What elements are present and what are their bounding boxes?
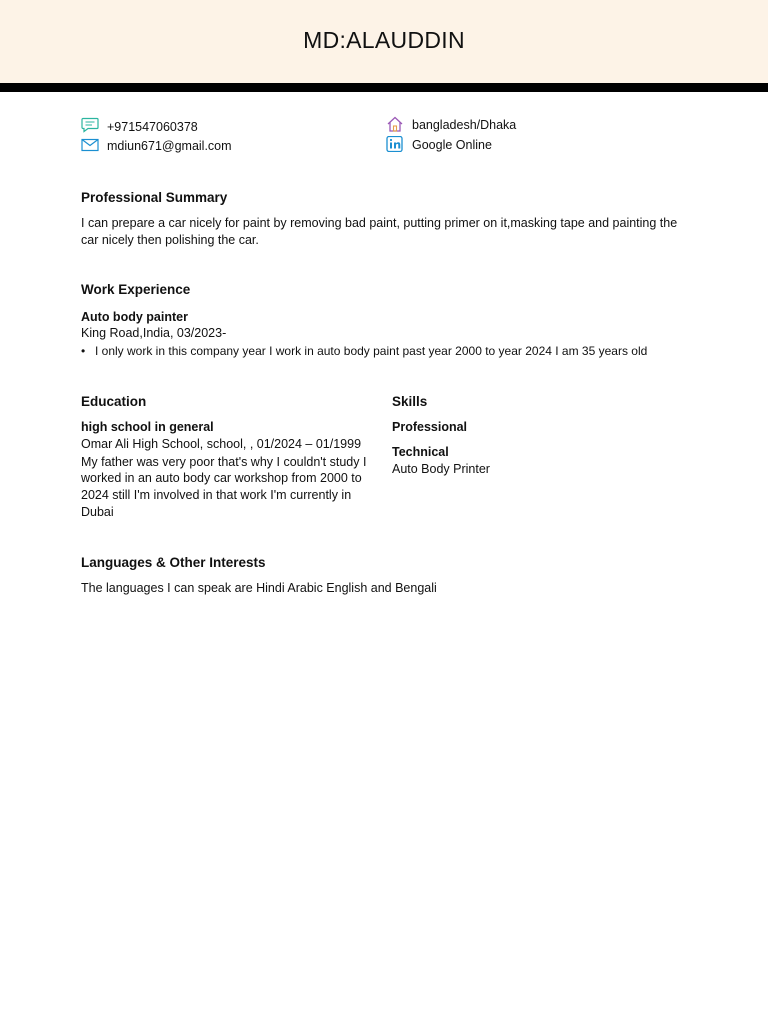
- education-desc-3: 2024 still I'm involved in that work I'm currently in: [81, 488, 352, 502]
- contact-email[interactable]: [81, 138, 232, 154]
- email-text[interactable]: mdiun671@gmail.com: [107, 139, 232, 153]
- contact-location: [386, 115, 516, 132]
- header-divider: [0, 83, 768, 92]
- work-role: Auto body painter: [81, 310, 188, 324]
- education-desc-4: Dubai: [81, 505, 114, 519]
- education-school: Omar Ali High School, school, , 01/2024 – 01/1999: [81, 437, 362, 451]
- linkedin-text[interactable]: Google Online: [412, 138, 492, 152]
- education-desc-1: My father was very poor that's why I couldn't study I: [81, 455, 367, 469]
- education-desc-2: worked in an auto body car workshop from 2000 to: [81, 471, 362, 485]
- education-heading: Education: [81, 394, 147, 409]
- education-degree: high school in general: [81, 420, 214, 434]
- work-place: King Road,India, 03/2023-: [81, 326, 227, 340]
- envelope-icon: [81, 138, 99, 154]
- linkedin-icon: [386, 136, 404, 152]
- bullet-dot: •: [81, 344, 86, 358]
- summary-line-2: car nicely then polishing the car.: [81, 233, 259, 247]
- skills-heading: Skills: [392, 394, 428, 409]
- languages-text: The languages I can speak are Hindi Arabic English and Bengali: [81, 581, 437, 595]
- contact-linkedin[interactable]: [386, 135, 492, 152]
- phone-text: +971547060378: [107, 120, 198, 134]
- work-bullet-text: I only work in this company year I work in auto body paint past year 2000 to year 2024 I am 35 years old: [95, 344, 648, 358]
- skills-technical-value: Auto Body Printer: [392, 462, 490, 476]
- house-icon: [386, 116, 404, 132]
- location-text: bangladesh/Dhaka: [412, 118, 517, 132]
- summary-heading: Professional Summary: [81, 190, 228, 205]
- skills-technical-label: Technical: [392, 445, 449, 459]
- chat-bubble-icon: [81, 117, 99, 133]
- candidate-name: MD:ALAUDDIN: [303, 27, 465, 53]
- languages-heading: Languages & Other Interests: [81, 555, 266, 570]
- summary-line-1: I can prepare a car nicely for paint by removing bad paint, putting primer on it,masking tape and painting the: [81, 216, 678, 230]
- work-heading: Work Experience: [81, 282, 191, 297]
- contact-phone: [81, 116, 198, 134]
- skills-professional-label: Professional: [392, 420, 468, 434]
- work-bullet: [81, 343, 647, 360]
